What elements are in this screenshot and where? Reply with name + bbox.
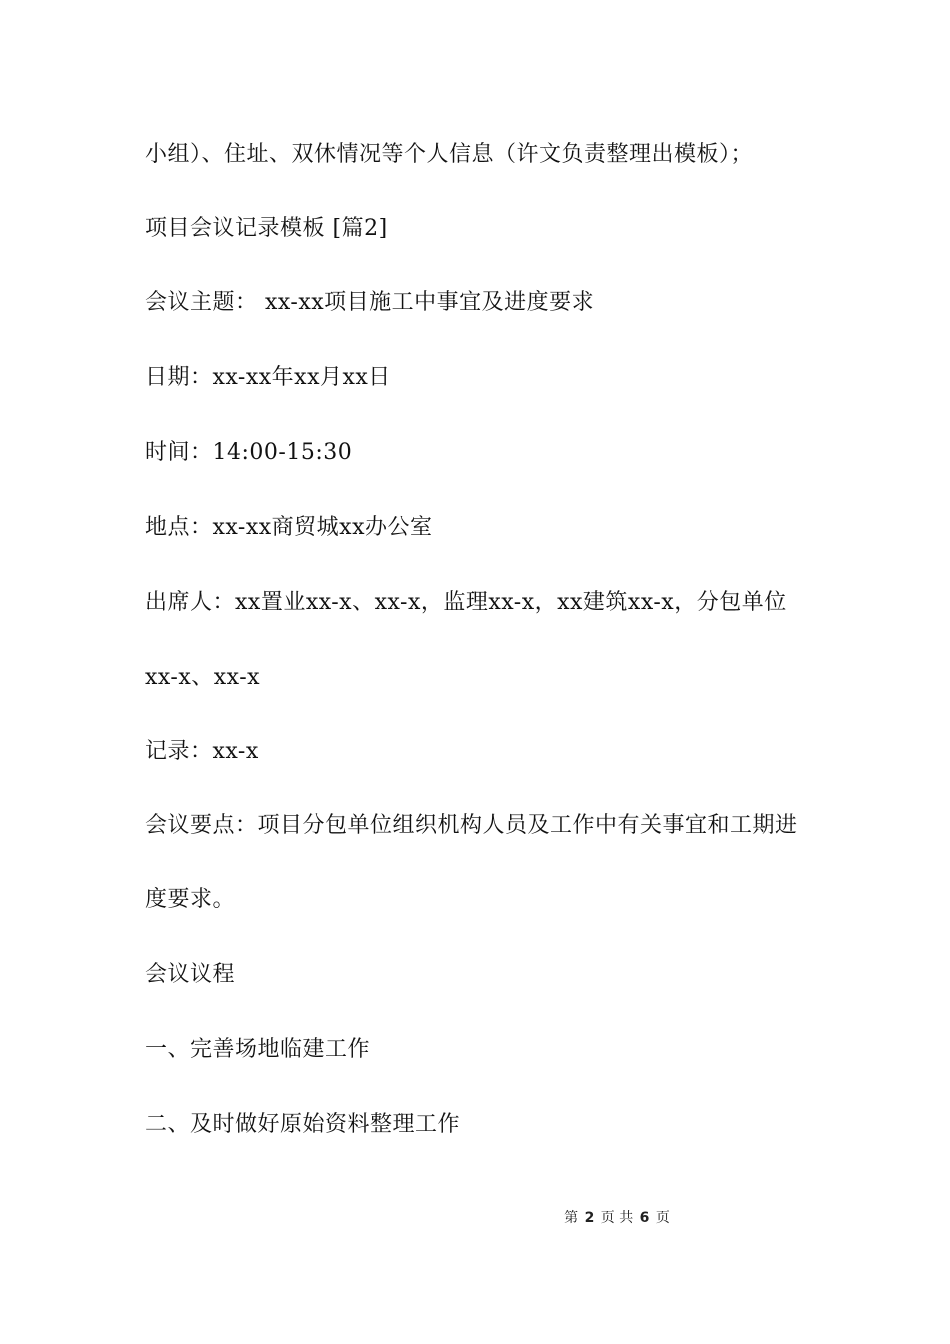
attendees-line-2: xx-x、xx-x [145, 665, 261, 690]
meeting-key-points-line-1: 会议要点：项目分包单位组织机构人员及工作中有关事宜和工期进 [145, 813, 798, 838]
meeting-time: 时间：14:00-15:30 [145, 440, 353, 465]
agenda-heading: 会议议程 [145, 962, 236, 987]
meeting-date: 日期：xx-xx年xx月xx日 [145, 365, 391, 390]
meeting-topic: 会议主题： xx-xx项目施工中事宜及进度要求 [145, 290, 595, 315]
footer-suffix: 页 [655, 1210, 670, 1226]
footer-total-pages: 6 [639, 1210, 650, 1226]
meeting-key-points-line-2: 度要求。 [145, 887, 236, 912]
text-line-continuation: 小组）、住址、双休情况等个人信息（许文负责整理出模板）； [145, 142, 754, 167]
footer-mid: 页 共 [600, 1210, 634, 1226]
page-footer [0, 1208, 950, 1228]
meeting-location: 地点：xx-xx商贸城xx办公室 [145, 515, 433, 540]
section-heading: 项目会议记录模板 [篇2] [145, 216, 388, 241]
attendees-line-1: 出席人：xx置业xx-x、xx-x，监理xx-x，xx建筑xx-x，分包单位 [145, 590, 787, 615]
recorder: 记录：xx-x [145, 739, 259, 764]
footer-prefix: 第 [564, 1210, 579, 1226]
agenda-item-2: 二、及时做好原始资料整理工作 [145, 1112, 461, 1137]
agenda-item-1: 一、完善场地临建工作 [145, 1037, 371, 1062]
footer-current-page: 2 [584, 1210, 595, 1226]
